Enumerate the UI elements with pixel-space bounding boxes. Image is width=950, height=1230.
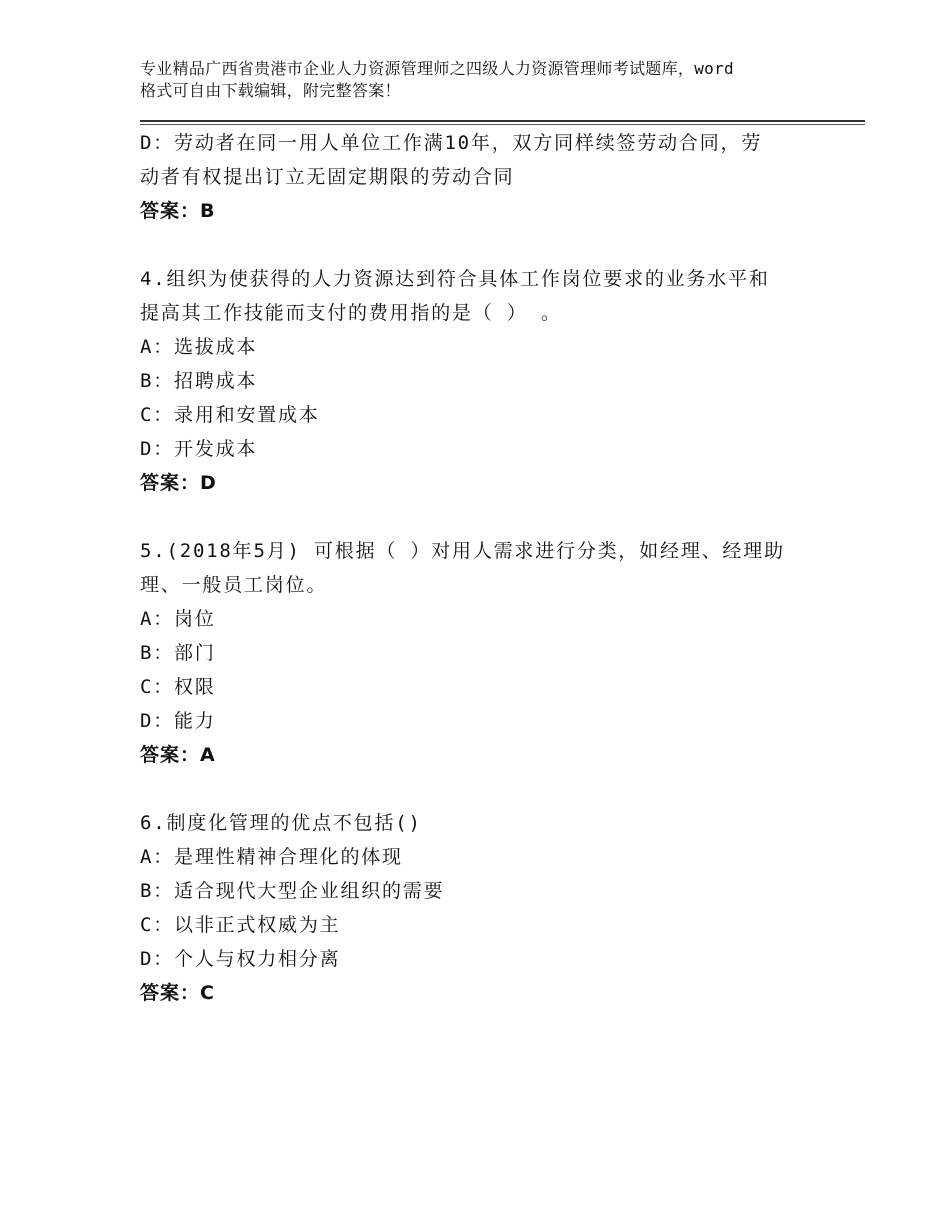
q3-option-d-line-1: D：劳动者在同一用人单位工作满10年，双方同样续签劳动合同，劳 xyxy=(140,132,763,154)
question-list xyxy=(140,126,840,1010)
question-3 xyxy=(140,126,840,228)
q5-answer: 答案：A xyxy=(140,744,216,766)
q5-stem-line-2: 理、一般员工岗位。 xyxy=(140,574,328,596)
q5-stem-line-1: 5.(2018年5月) 可根据（ ）对用人需求进行分类，如经理、经理助 xyxy=(140,540,785,562)
q3-answer: 答案：B xyxy=(140,200,216,222)
question-5 xyxy=(140,534,840,772)
spacer xyxy=(140,772,840,806)
q4-stem-line-2: 提高其工作技能而支付的费用指的是（ ） 。 xyxy=(140,302,562,324)
q6-option-a: A：是理性精神合理化的体现 xyxy=(140,846,403,868)
header-line-2: 格式可自由下载编辑，附完整答案！ xyxy=(140,81,401,100)
q4-option-b: B：招聘成本 xyxy=(140,370,258,392)
q4-stem-line-1: 4.组织为使获得的人力资源达到符合具体工作岗位要求的业务水平和 xyxy=(140,268,770,290)
q6-option-c: C：以非正式权威为主 xyxy=(140,914,341,936)
spacer xyxy=(140,228,840,262)
header-rule-thick xyxy=(140,120,865,122)
q6-option-d: D：个人与权力相分离 xyxy=(140,948,341,970)
q4-option-c: C：录用和安置成本 xyxy=(140,404,320,426)
q5-option-d: D：能力 xyxy=(140,710,216,732)
q5-option-c: C：权限 xyxy=(140,676,216,698)
header-rule-thin xyxy=(140,124,865,125)
document-header xyxy=(140,58,840,102)
q4-answer: 答案：D xyxy=(140,472,217,494)
q5-option-a: A：岗位 xyxy=(140,608,216,630)
q4-option-d: D：开发成本 xyxy=(140,438,258,460)
q3-option-d-line-2: 动者有权提出订立无固定期限的劳动合同 xyxy=(140,166,515,188)
q5-option-b: B：部门 xyxy=(140,642,216,664)
q6-option-b: B：适合现代大型企业组织的需要 xyxy=(140,880,445,902)
q6-answer: 答案：C xyxy=(140,982,215,1004)
q6-stem-line-1: 6.制度化管理的优点不包括() xyxy=(140,812,422,834)
q4-option-a: A：选拔成本 xyxy=(140,336,258,358)
header-line-1: 专业精品广西省贵港市企业人力资源管理师之四级人力资源管理师考试题库，word xyxy=(140,59,734,78)
question-4 xyxy=(140,262,840,500)
spacer xyxy=(140,500,840,534)
question-6 xyxy=(140,806,840,1010)
